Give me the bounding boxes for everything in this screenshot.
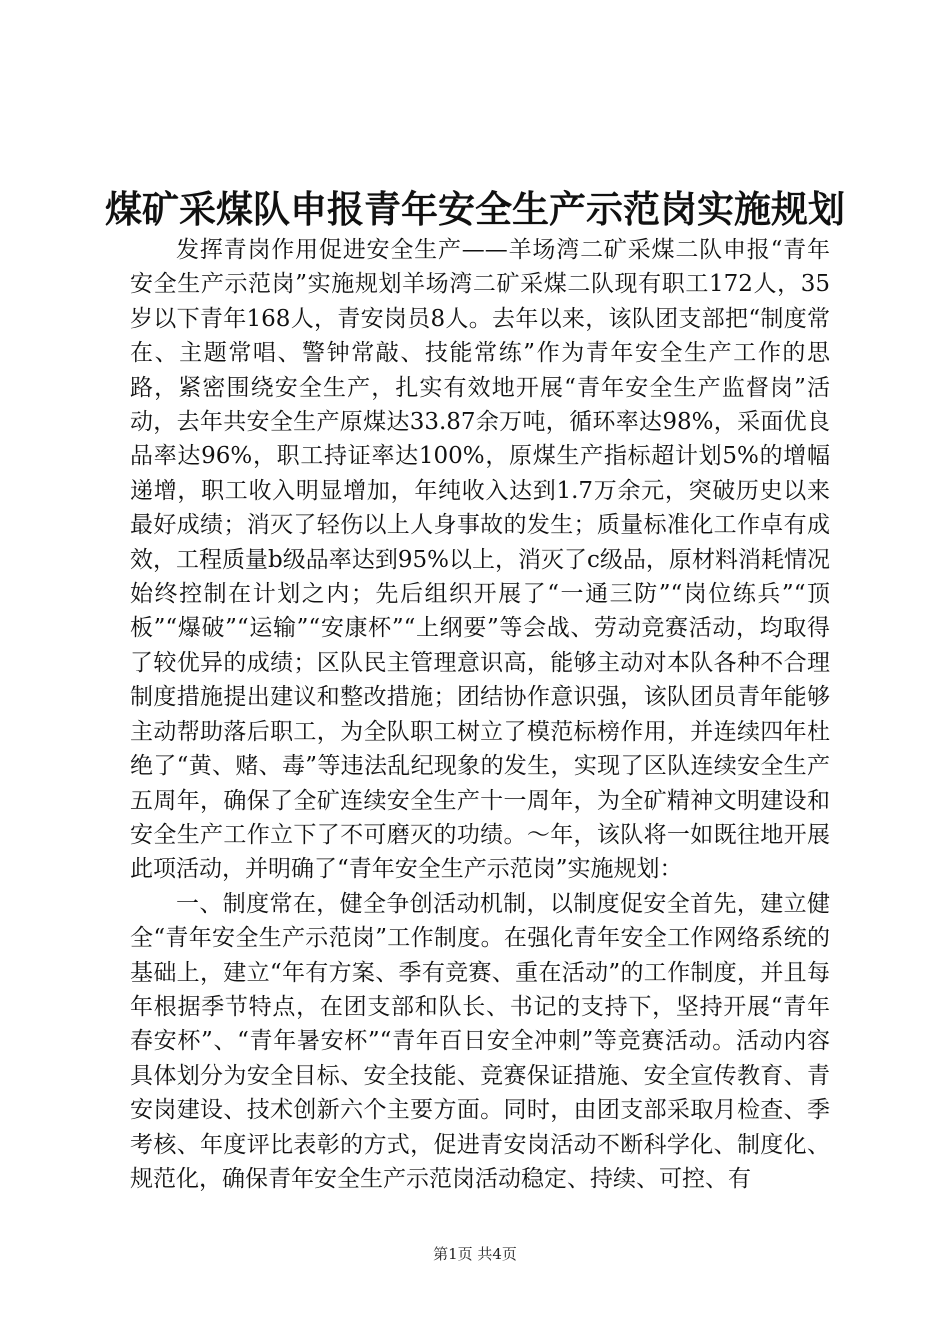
- document-body: [130, 233, 830, 1196]
- page-number-footer: 第1页 共4页: [433, 1245, 517, 1263]
- document-title: 煤矿采煤队申报青年安全生产示范岗实施规划: [105, 187, 845, 231]
- body-paragraph-1: 发挥青岗作用促进安全生产——羊场湾二矿采煤二队申报“青年安全生产示范岗”实施规划羊场湾二矿采煤二队现有职工172人，35岁以下青年168人，青安岗员8人。去年以来，该队团支部把“制度常在、主题常唱、警钟常敲、技能常练”作为青年安全生产工作的思路，紧密围绕安全生产，扎实有效地开展“青年安全生产监督岗”活动，去年共安全生产原煤达33.87余万吨，循环率达98%，采面优良品率达96%，职工持证率达100%，原煤生产指标超计划5%的增幅递增，职工收入明显增加，年纯收入达到1.7万余元，突破历史以来最好成绩；消灭了轻伤以上人身事故的发生；质量标准化工作卓有成效，工程质量b级品率达到95%以上，消灭了c级品，原材料消耗情况始终控制在计划之内；先后组织开展了“一通三防”“岗位练兵”“顶板”“爆破”“运输”“安康杯”“上纲要”等会战、劳动竞赛活动，均取得了较优异的成绩；区队民主管理意识高，能够主动对本队各种不合理制度措施提出建议和整改措施；团结协作意识强，该队团员青年能够主动帮助落后职工，为全队职工树立了模范标榜作用，并连续四年杜绝了“黄、赌、毒”等违法乱纪现象的发生，实现了区队连续安全生产五周年，确保了全矿连续安全生产十一周年，为全矿精神文明建设和安全生产工作立下了不可磨灭的功绩。～年，该队将一如既往地开展此项活动，并明确了“青年安全生产示范岗”实施规划：: [130, 237, 830, 883]
- body-paragraph-2: 一、制度常在，健全争创活动机制，以制度促安全首先，建立健全“青年安全生产示范岗”工作制度。在强化青年安全工作网络系统的基础上，建立“年有方案、季有竞赛、重在活动”的工作制度，并且每年根据季节特点，在团支部和队长、书记的支持下，坚持开展“青年春安杯”、“青年暑安杯”“青年百日安全冲刺”等竞赛活动。活动内容具体划分为安全目标、安全技能、竞赛保证措施、安全宣传教育、青安岗建设、技术创新六个主要方面。同时，由团支部采取月检查、季考核、年度评比表彰的方式，促进青安岗活动不断科学化、制度化、规范化，确保青年安全生产示范岗活动稳定、持续、可控、有: [130, 890, 830, 1192]
